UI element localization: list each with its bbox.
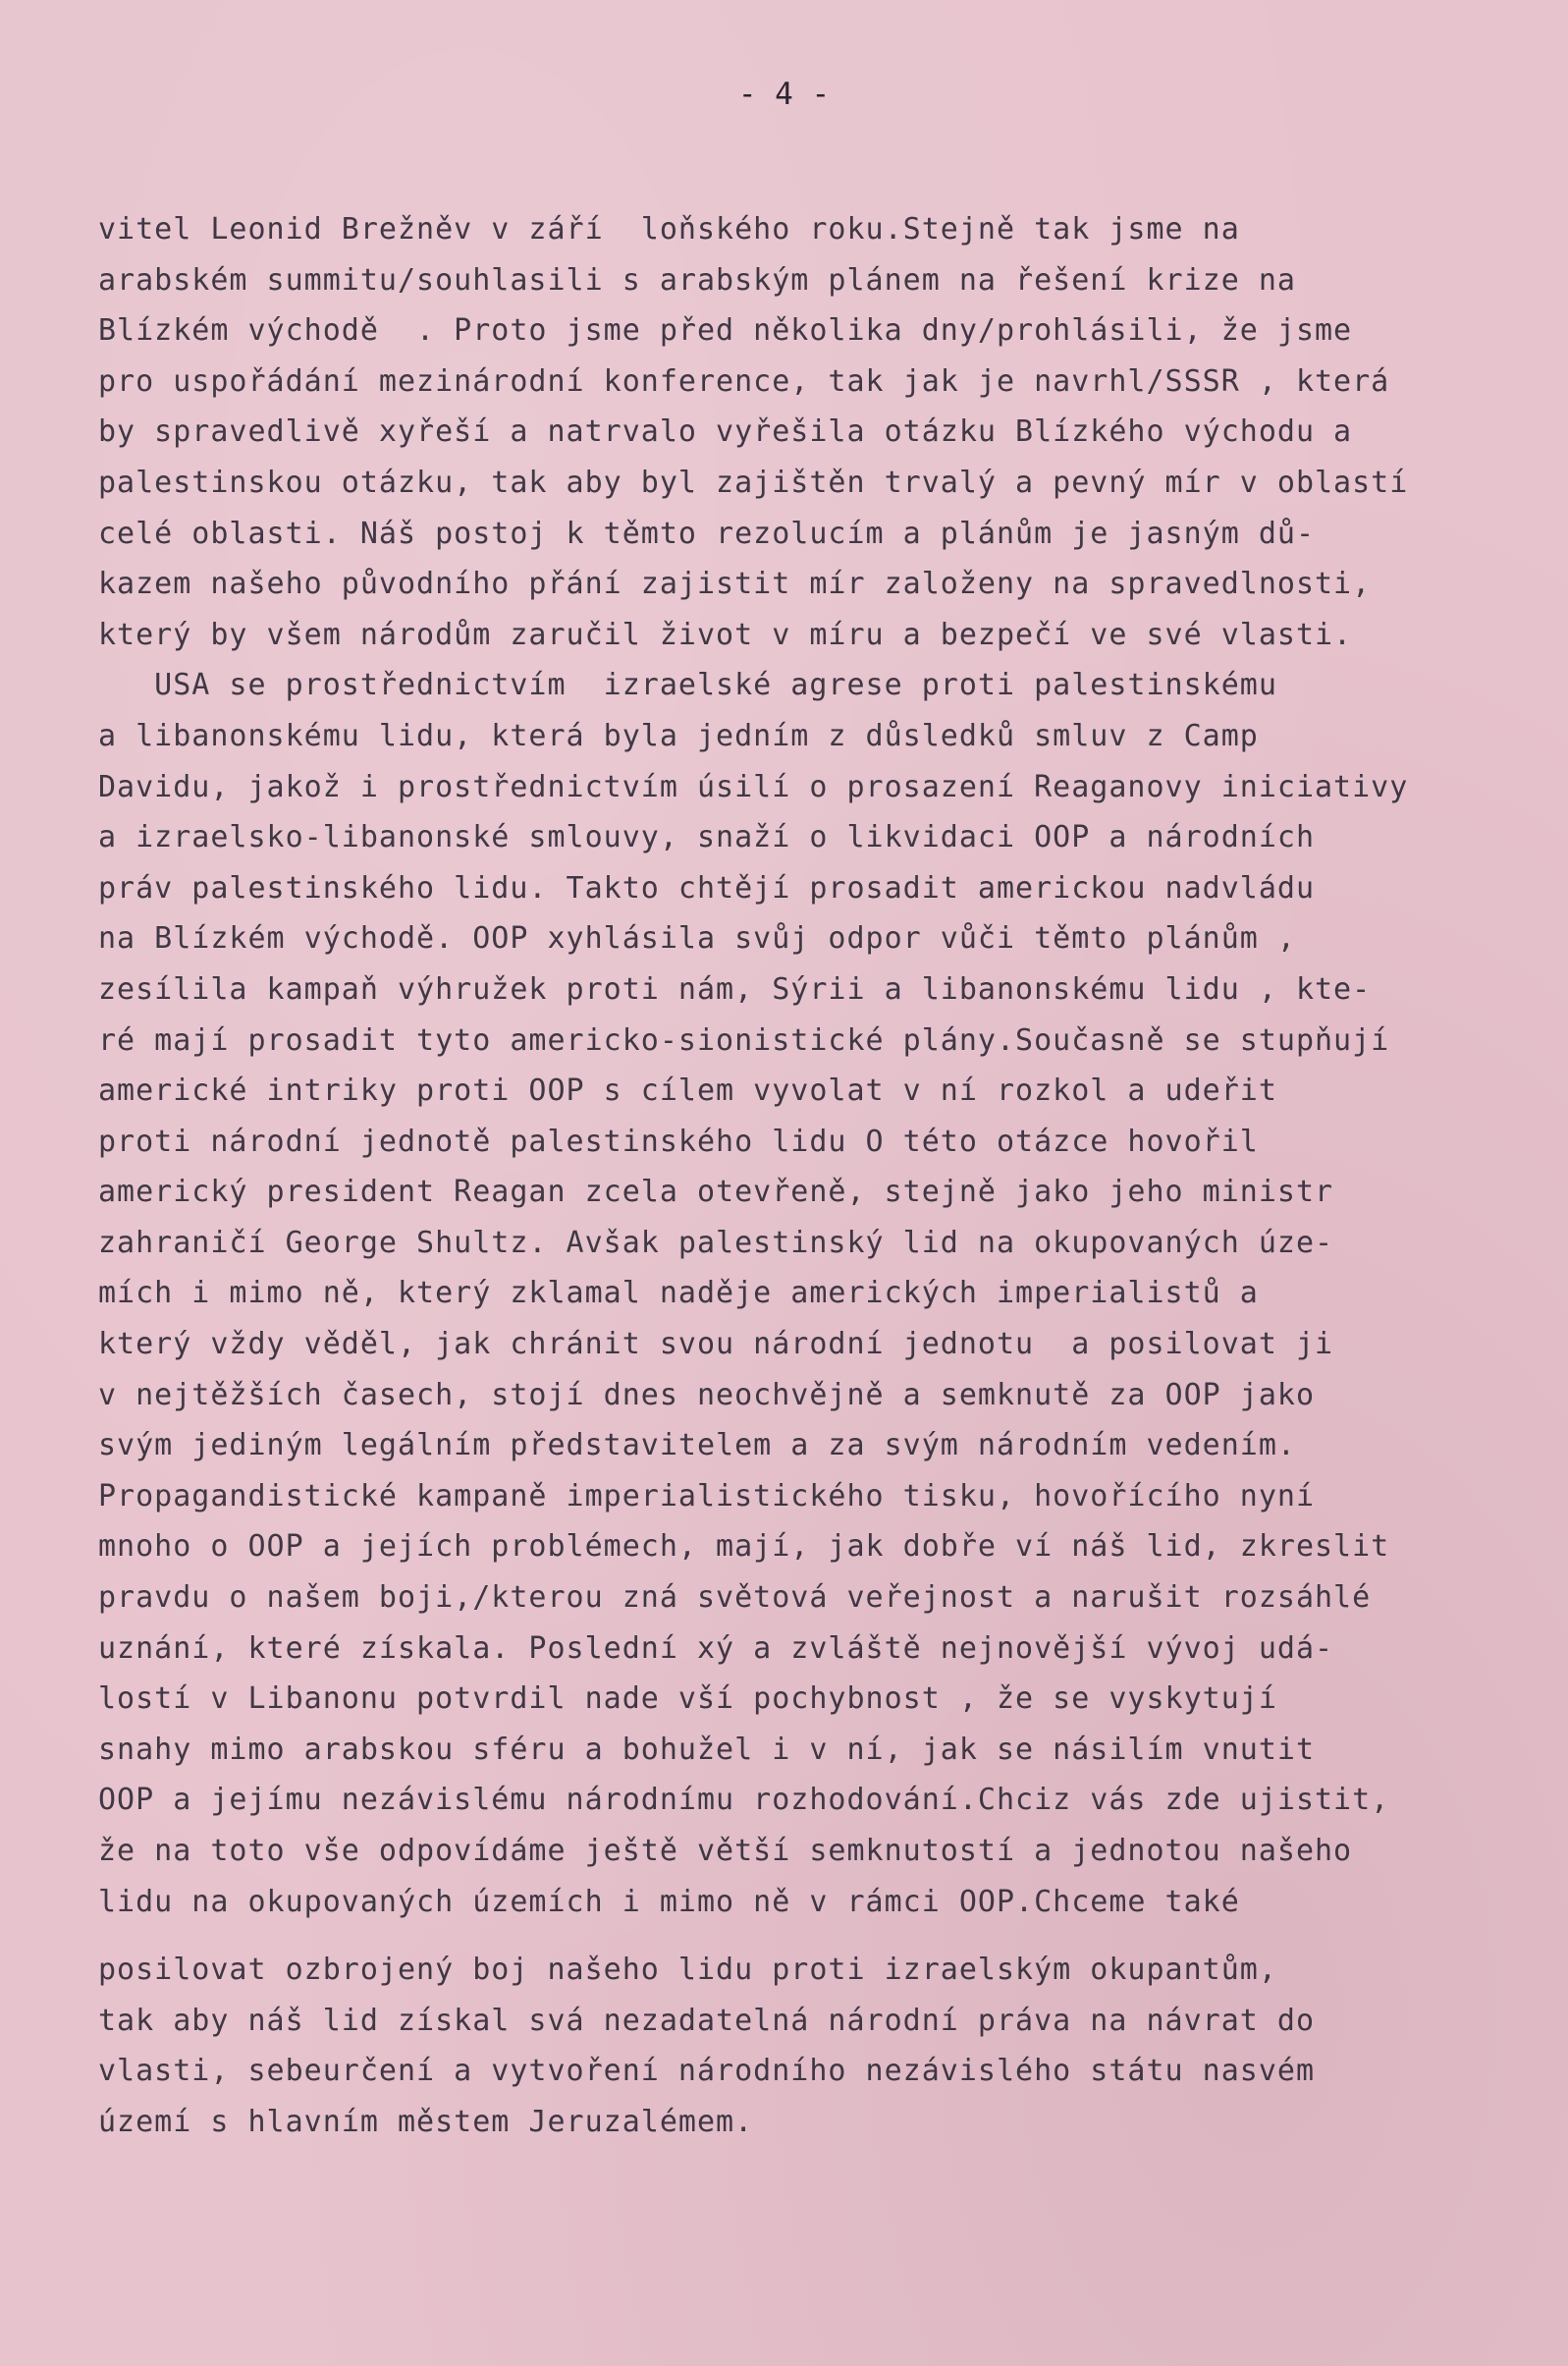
text-line: by spravedlivě xyřeší a natrvalo vyřešila otázku Blízkého východu a [98, 414, 1353, 450]
text-line: snahy mimo arabskou sféru a bohužel i v ní, jak se násilím vnutit [98, 1732, 1315, 1767]
text-line: a izraelsko-libanonské smlouvy, snaží o likvidaci OOP a národních [98, 820, 1315, 855]
text-line: posilovat ozbrojený boj našeho lidu proti izraelským okupantům, [98, 1953, 1277, 1988]
text-line: na Blízkém východě. OOP xyhlásila svůj odpor vůči těmto plánům , [98, 921, 1296, 957]
text-line: proti národní jednotě palestinského lidu O této otázce hovořil [98, 1124, 1259, 1159]
text-line: Davidu, jakož i prostřednictvím úsilí o prosazení Reaganovy iniciativy [98, 769, 1409, 804]
text-line: kazem našeho původního přání zajistit mír založeny na spravedlnosti, [98, 567, 1372, 602]
text-line: ré mají prosadit tyto americko-sionistické plány.Současně se stupňují [98, 1022, 1390, 1058]
text-line: který vždy věděl, jak chránit svou národní jednotu a posilovat ji [98, 1327, 1334, 1362]
text-line: mnoho o OOP a jejích problémech, mají, jak dobře ví náš lid, zkreslit [98, 1529, 1390, 1565]
text-line: celé oblasti. Náš postoj k těmto rezolucím a plánům je jasným dů- [98, 516, 1315, 551]
text-line: práv palestinského lidu. Takto chtějí prosadit americkou nadvládu [98, 870, 1315, 906]
text-line: tak aby náš lid získal svá nezadatelná národní práva na návrat do [98, 2003, 1315, 2038]
paragraph-start-line: USA se prostřednictvím izraelské agrese proti palestinskému [98, 668, 1277, 703]
page-number: - 4 - [737, 77, 831, 112]
text-line: vlasti, sebeurčení a vytvoření národního nezávislého státu nasvém [98, 2054, 1315, 2089]
text-line: který by všem národům zaručil život v míru a bezpečí ve své vlasti. [98, 617, 1353, 652]
text-line: pro uspořádání mezinárodní konference, tak jak je navrhl/SSSR , která [98, 363, 1390, 399]
text-line: uznání, které získala. Poslední xý a zvláště nejnovější vývoj udá- [98, 1630, 1334, 1666]
text-line: lidu na okupovaných územích i mimo ně v rámci OOP.Chceme také [98, 1884, 1240, 1919]
text-line: lostí v Libanonu potvrdil nade vší pochybnost , že se vyskytují [98, 1681, 1277, 1717]
typed-body-text [98, 204, 1532, 2148]
text-line: zahraničí George Shultz. Avšak palestinský lid na okupovaných úze- [98, 1225, 1334, 1260]
text-line: mích i mimo ně, který zklamal naděje amerických imperialistů a [98, 1276, 1259, 1311]
text-line: pravdu o našem boji,/kterou zná světová veřejnost a narušit rozsáhlé [98, 1580, 1372, 1616]
text-line: svým jediným legálním představitelem a za svým národním vedením. [98, 1428, 1296, 1463]
text-line: území s hlavním městem Jeruzalémem. [98, 2104, 754, 2139]
text-line: Propagandistické kampaně imperialistického tisku, hovořícího nyní [98, 1478, 1315, 1513]
text-line: arabském summitu/souhlasili s arabským plánem na řešení krize na [98, 262, 1296, 298]
text-line: zesílila kampaň výhružek proti nám, Sýrii a libanonskému lidu , kte- [98, 971, 1372, 1007]
text-line: americké intriky proti OOP s cílem vyvolat v ní rozkol a udeřit [98, 1073, 1277, 1109]
text-line: v nejtěžších časech, stojí dnes neochvějně a semknutě za OOP jako [98, 1377, 1315, 1412]
text-line: a libanonskému lidu, která byla jedním z důsledků smluv z Camp [98, 718, 1259, 753]
text-line: že na toto vše odpovídáme ještě větší semknutostí a jednotou našeho [98, 1834, 1353, 1868]
text-line: vitel Leonid Brežněv v září loňského roku.Stejně tak jsme na [98, 212, 1240, 247]
text-line: americký president Reagan zcela otevřeně, stejně jako jeho ministr [98, 1175, 1334, 1210]
text-line: palestinskou otázku, tak aby byl zajištěn trvalý a pevný mír v oblastí [98, 465, 1409, 500]
text-line: OOP a jejímu nezávislému národnímu rozhodování.Chciz vás zde ujistit, [98, 1783, 1390, 1818]
text-line: Blízkém východě . Proto jsme před několika dny/prohlásili, že jsme [98, 313, 1353, 349]
